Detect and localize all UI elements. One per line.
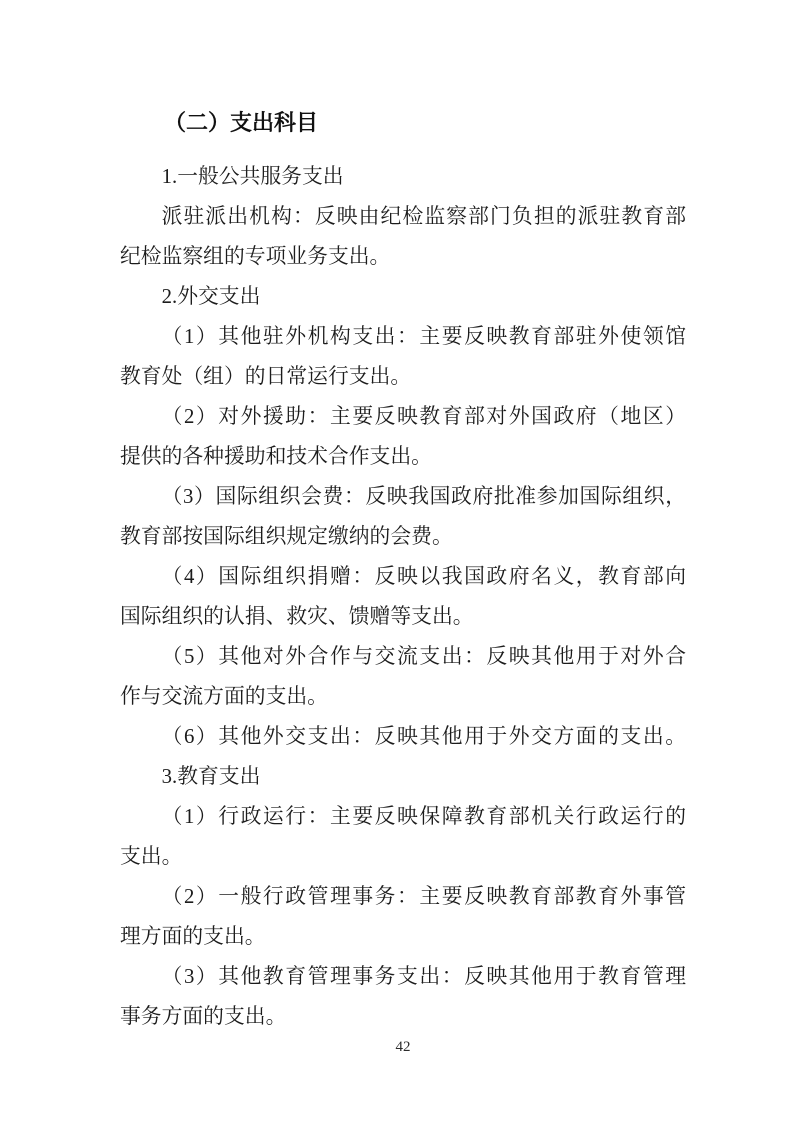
paragraph <box>120 877 686 957</box>
paragraph-line: 3.教育支出 <box>161 765 261 788</box>
paragraph-line: 1.一般公共服务支出 <box>161 165 344 188</box>
paragraph-line: 教育处（组）的日常运行支出。 <box>120 365 412 388</box>
section-heading: （二）支出科目 <box>164 110 319 135</box>
paragraph-line: （4）国际组织捐赠：反映以我国政府名义，教育部向 <box>161 565 686 588</box>
paragraph-line: （1）行政运行：主要反映保障教育部机关行政运行的 <box>161 805 686 828</box>
paragraph-line: 国际组织的认捐、救灾、馈赠等支出。 <box>120 605 474 628</box>
paragraph <box>120 557 686 637</box>
paragraph-line: 教育部按国际组织规定缴纳的会费。 <box>120 525 453 548</box>
paragraph <box>120 197 686 277</box>
paragraph <box>120 277 686 317</box>
paragraph-line: （1）其他驻外机构支出：主要反映教育部驻外使领馆 <box>161 325 686 348</box>
page-number: 42 <box>395 1039 411 1055</box>
paragraph-line: （3）国际组织会费：反映我国政府批准参加国际组织， <box>161 485 686 508</box>
paragraph-line: 作与交流方面的支出。 <box>120 685 328 708</box>
paragraph <box>120 317 686 397</box>
paragraph-line: 支出。 <box>120 845 183 868</box>
paragraphs-container <box>120 157 686 1037</box>
paragraph-line: 2.外交支出 <box>161 285 261 308</box>
paragraph <box>120 957 686 1037</box>
paragraph-line: 派驻派出机构：反映由纪检监察部门负担的派驻教育部 <box>161 205 686 228</box>
paragraph-line: 提供的各种援助和技术合作支出。 <box>120 445 432 468</box>
paragraph-line: （5）其他对外合作与交流支出：反映其他用于对外合 <box>161 645 686 668</box>
document-content <box>120 103 686 1037</box>
paragraph-line: （2）对外援助：主要反映教育部对外国政府（地区） <box>161 405 686 428</box>
paragraph <box>120 757 686 797</box>
paragraph <box>120 397 686 477</box>
paragraph <box>120 717 686 757</box>
paragraph <box>120 477 686 557</box>
paragraph-line: 理方面的支出。 <box>120 925 266 948</box>
paragraph-line: 纪检监察组的专项业务支出。 <box>120 245 391 268</box>
paragraph-line: （3）其他教育管理事务支出：反映其他用于教育管理 <box>161 965 686 988</box>
paragraph-line: （2）一般行政管理事务：主要反映教育部教育外事管 <box>161 885 686 908</box>
paragraph-line: （6）其他外交支出：反映其他用于外交方面的支出。 <box>161 725 686 748</box>
paragraph <box>120 637 686 717</box>
paragraph <box>120 797 686 877</box>
paragraph-line: 事务方面的支出。 <box>120 1005 287 1028</box>
paragraph <box>120 157 686 197</box>
